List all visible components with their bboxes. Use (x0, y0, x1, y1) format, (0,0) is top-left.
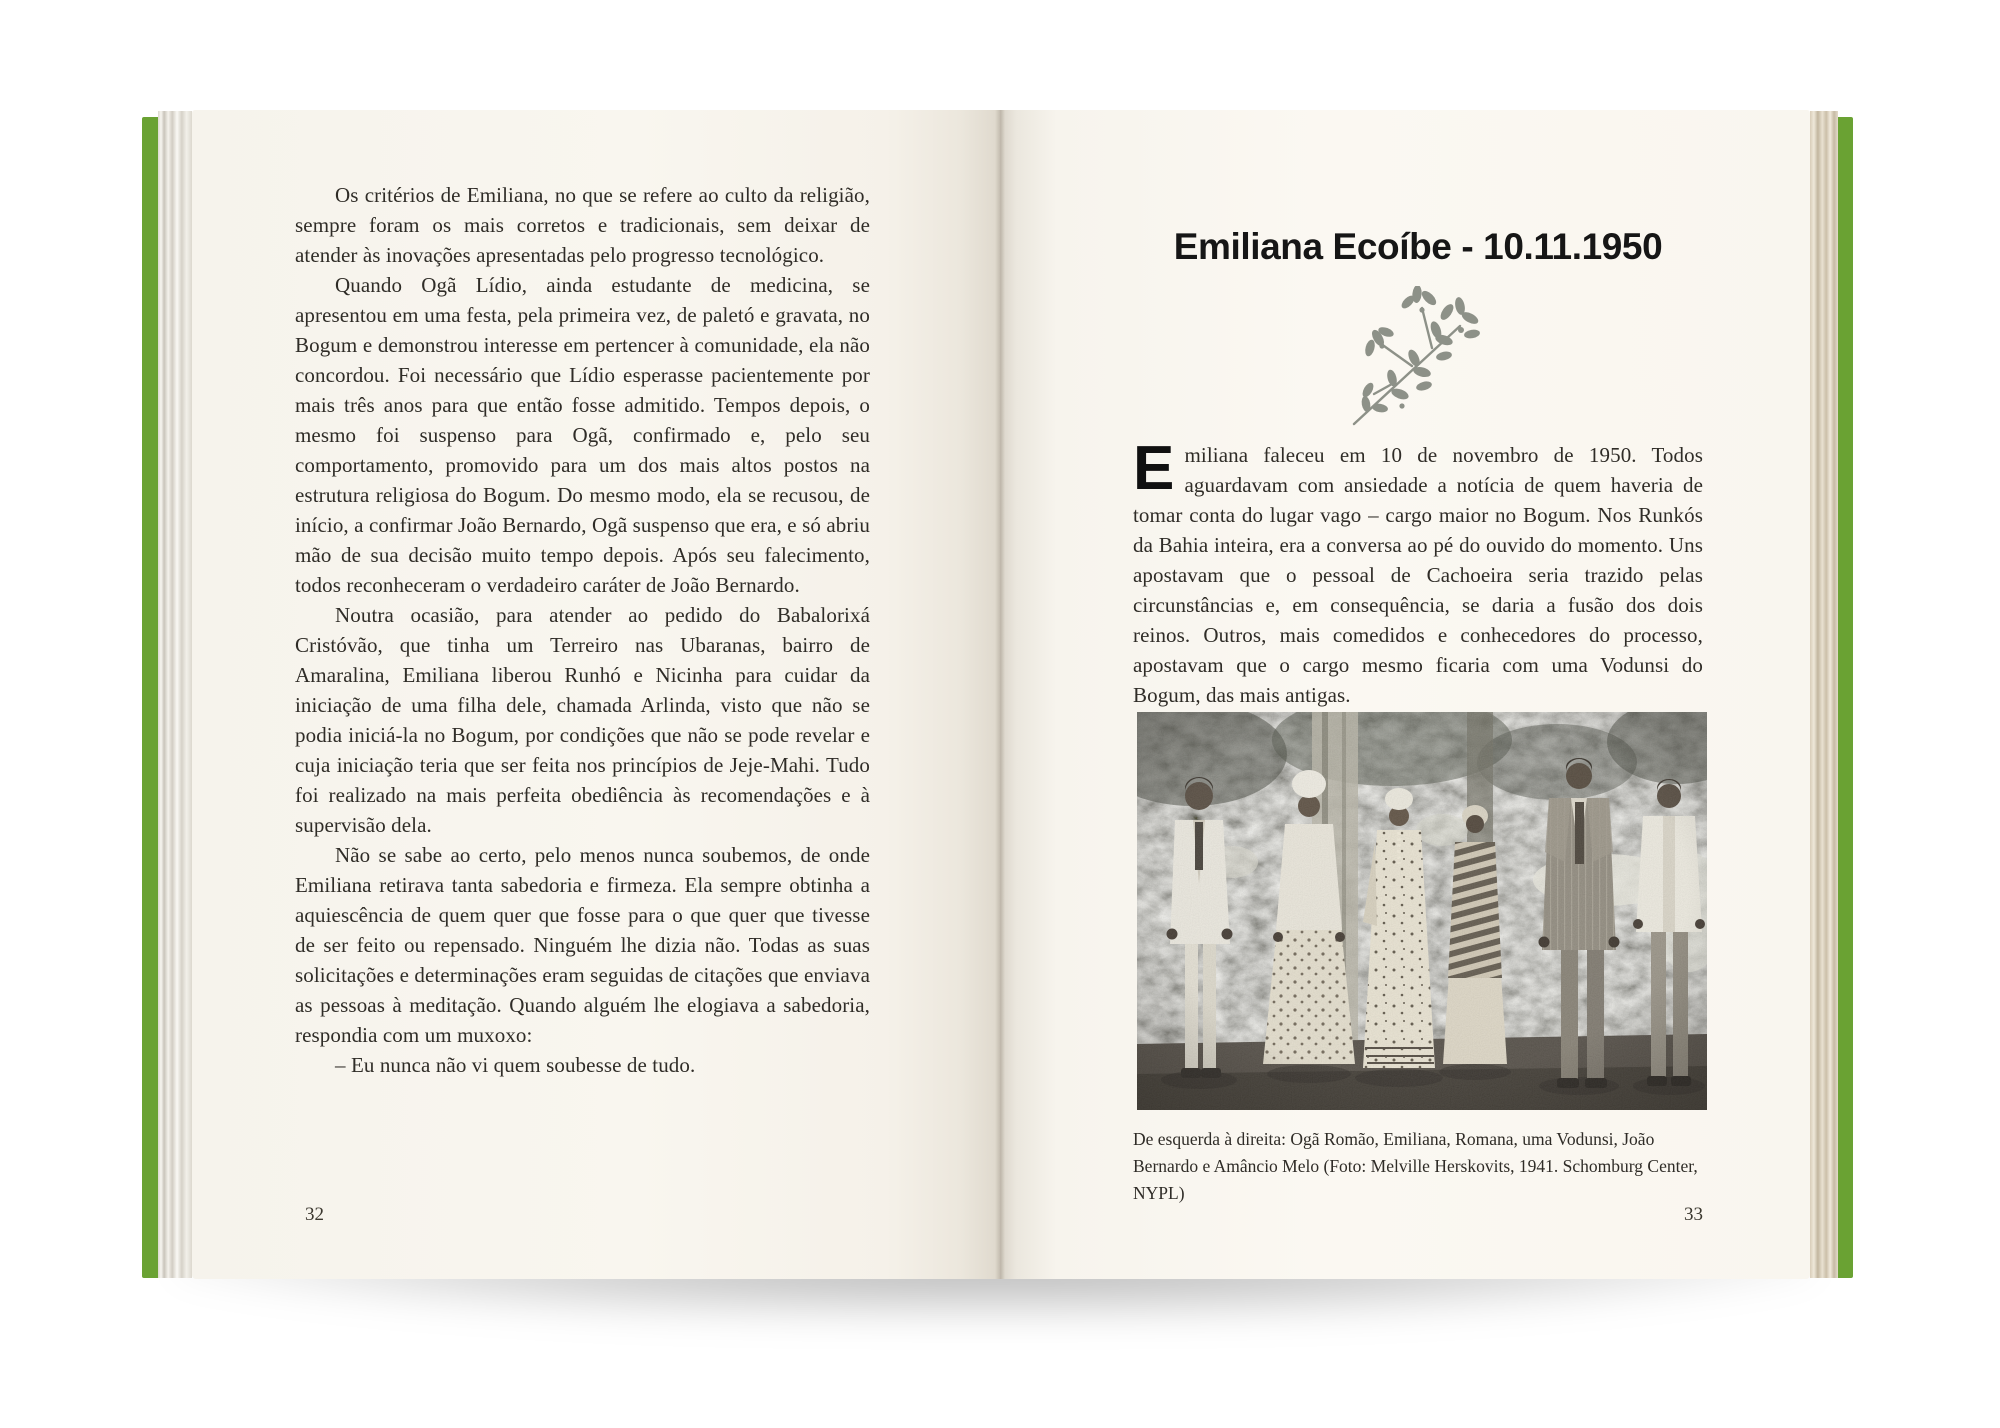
right-page-text-block (1133, 434, 1703, 710)
paragraph: Quando Ogã Lídio, ainda estudante de medicina, se apresentou em uma festa, pela primeira vez, de paletó e gravata, no Bogum e demonstrou interesse em pertencer à comunidade, ela não concordou. Foi necessário que Lídio esperasse pacientemente por mais três anos para que então fosse admitido. Tempos depois, o mesmo foi suspenso para Ogã, confirmado e, pelo seu comportamento, promovido para um dos mais altos postos na estrutura religiosa do Bogum. Do mesmo modo, ela se recusou, de início, a confirmar João Bernardo, Ogã suspenso que era, e só abriu mão de sua decisão muito tempo depois. Após seu falecimento, todos reconheceram o verdadeiro caráter de João Bernardo. (295, 273, 870, 597)
leaf-branch-ornament-icon (1133, 286, 1703, 437)
photo-caption: De esquerda à direita: Ogã Romão, Emiliana, Romana, uma Vodunsi, João Bernardo e Amâncio Melo (Foto: Melville Herskovits, 1941. Schomburg Center, NYPL) (1133, 1129, 1698, 1203)
page-left (192, 110, 1000, 1279)
paragraph: Não se sabe ao certo, pelo menos nunca soubemos, de onde Emiliana retirava tanta sabedoria e firmeza. Ela sempre obtinha a aquiescência de quem quer que fosse para o que quer que tivesse de ser feito ou repensado. Ninguém lhe dizia não. Todas as suas solicitações e determinações eram seguidas de citações que enviava as pessoas à meditação. Quando alguém lhe elogiava a sabedoria, respondia com um muxoxo: (295, 843, 870, 1047)
green-cover-edge-right (1838, 117, 1853, 1278)
drop-cap: E (1133, 434, 1175, 503)
left-page-text-block (295, 180, 870, 1080)
group-photograph (1137, 712, 1707, 1110)
green-cover-edge-left (142, 117, 158, 1278)
dialogue-line: – Eu nunca não vi quem soubesse de tudo. (335, 1053, 696, 1077)
page-number-right: 33 (1684, 1204, 1703, 1225)
paragraph: Noutra ocasião, para atender ao pedido do Babalorixá Cristóvão, que tinha um Terreiro nas Ubaranas, bairro de Amaralina, Emiliana liberou Runhó e Nicinha para cuidar da iniciação de uma filha dele, chamada Arlinda, visto que não se podia iniciá-la no Bogum, por condições que não se pode revelar e cuja iniciação teria que ser feita nos princípios de Jeje-Mahi. Tudo foi realizado na mais perfeita obediência às recomendações e à supervisão dela. (295, 603, 870, 837)
page-right (1000, 110, 1810, 1279)
chapter-title: Emiliana Ecoíbe - 10.11.1950 (1173, 226, 1663, 267)
book-gutter-shadow (995, 110, 1005, 1279)
page-stack-edge-right (1810, 111, 1838, 1278)
paragraph: Os critérios de Emiliana, no que se refere ao culto da religião, sempre foram os mais corretos e tradicionais, sem deixar de atender às inovações apresentadas pelo progresso tecnológico. (295, 183, 870, 267)
page-stack-edge-left (158, 111, 192, 1278)
paragraph: miliana faleceu em 10 de novembro de 1950. Todos aguardavam com ansiedade a notícia de quem haveria de tomar conta do lugar vago – cargo maior no Bogum. Nos Runkós da Bahia inteira, era a conversa ao pé do ouvido do momento. Uns apostavam que o pessoal de Cachoeira seria trazido pelas circunstâncias e, em consequência, se daria a fusão dos dois reinos. Outros, mais comedidos e conhecedores do processo, apostavam que o cargo mesmo ficaria com uma Vodunsi do Bogum, das mais antigas. (1133, 443, 1703, 707)
page-number-left: 32 (305, 1204, 324, 1225)
chapter-opening-paragraph (1133, 434, 1703, 710)
